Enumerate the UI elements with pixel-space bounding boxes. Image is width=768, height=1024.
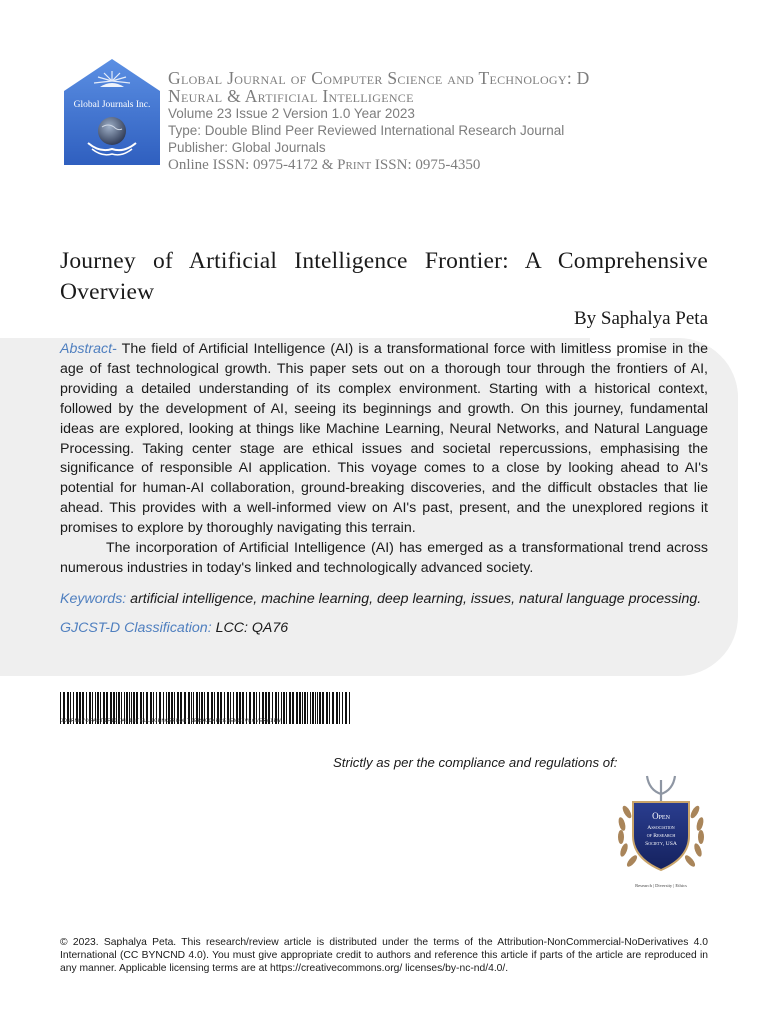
barcode-bar (349, 692, 350, 724)
barcode-bar (292, 692, 294, 724)
svg-text:Global Journals Inc.: Global Journals Inc. (73, 100, 151, 110)
classification-label: GJCST-D Classification: (60, 619, 212, 636)
barcode-bar (345, 692, 347, 724)
barcode-bar (304, 692, 306, 724)
barcode-bar (315, 692, 316, 724)
trident-icon (647, 776, 675, 802)
barcode-bar (319, 692, 321, 724)
article-title: Journey of Artificial Intelligence Frontier: A Comprehensive Overview (60, 248, 708, 305)
abstract-section (60, 340, 708, 639)
barcode-bar (310, 692, 311, 724)
journal-type: Type: Double Blind Peer Reviewed International Research Journal (168, 123, 565, 138)
barcode-bar (307, 692, 308, 724)
journal-info (168, 69, 728, 174)
barcode-bar (326, 692, 328, 724)
svg-text:Society, USA: Society, USA (645, 841, 677, 847)
barcode-bar (302, 692, 303, 724)
keywords-label: Keywords: (60, 590, 127, 607)
keywords (60, 590, 708, 610)
journal-volume: Volume 23 Issue 2 Version 1.0 Year 2023 (168, 106, 415, 121)
abstract-paragraph-2: The incorporation of Artificial Intelligence (AI) has emerged as a transformational trend across numerous industries in today's linked and technologically advanced society. (60, 540, 708, 576)
barcode-bar (281, 692, 282, 724)
barcode-text: JOURNEYOFARTIFICIALINTELLIGENCEFRONTIERACOMPREHENSIVEOVERVIEW (60, 717, 281, 724)
svg-text:of Research: of Research (646, 833, 676, 839)
abstract-text: The field of Artificial Intelligence (AI) is a transformational force with limitless promise in the age of fast technological growth. This paper sets out on a thorough tour through the frontiers of AI, providing a detailed understanding of its complex environment. Starting with a historical context, followed by the development of AI, seeing its beginnings and growth. On this journey, fundamental ideas are explored, looking at things like Machine Learning, Neural Networks, and Natural Language Processing. Taking center stage are ethical issues and societal repercussions, emphasising the significance of responsible AI application. This voyage comes to a close by looking ahead to AI's potential for human-AI collaboration, ground-breaking discoveries, and the difficult obstacles that lie ahead. This provides with a well-informed view on AI's past, present, and the unexplored regions it promises to explore by thoroughly navigating this terrain. (60, 341, 708, 537)
barcode-bar (332, 692, 334, 724)
classification-value: LCC: QA76 (211, 619, 289, 636)
svg-text:Association: Association (647, 825, 675, 831)
license-footer: © 2023. Saphalya Peta. This research/review article is distributed under the terms of the Attribution-NonCommercial-NoDerivatives 4.0 International (CC BYNCND 4.0). You must give appropriate credit to authors and reference this article if parts of the article are reproduced in any manner. Applicable licensing terms are at https://creativecommons.org/ licenses/by-nc-nd/4.0/. (60, 937, 708, 975)
classification (60, 619, 708, 639)
svg-text:Open: Open (652, 811, 670, 821)
barcode-bar (329, 692, 330, 724)
abstract-label: Abstract- (60, 341, 117, 357)
journal-header (60, 55, 710, 185)
barcode-bar (322, 692, 324, 724)
barcode-bar (289, 692, 291, 724)
barcode-bar (342, 692, 343, 724)
barcode-bar (286, 692, 287, 724)
barcode-bar (336, 692, 338, 724)
barcode-bar (299, 692, 301, 724)
oars-logo (609, 772, 713, 892)
barcode-bar (296, 692, 298, 724)
barcode-bar (339, 692, 340, 724)
barcode-bar (317, 692, 318, 724)
barcode-bar (283, 692, 285, 724)
journal-subtitle: Neural & Artificial Intelligence (168, 86, 414, 106)
article-author: By Saphalya Peta (573, 308, 708, 329)
journal-issn: Online ISSN: 0975-4172 & Print ISSN: 0975-4350 (168, 157, 481, 173)
keywords-text: artificial intelligence, machine learning, deep learning, issues, natural language processing. (126, 590, 702, 607)
journal-publisher: Publisher: Global Journals (168, 140, 326, 155)
abstract-paragraph (60, 340, 708, 539)
compliance-note: Strictly as per the compliance and regulations of: (333, 755, 618, 770)
svg-text:Research | Diversity | Ethics: Research | Diversity | Ethics (635, 883, 687, 888)
global-journals-logo (62, 57, 162, 169)
journal-title: Global Journal of Computer Science and Technology: D (168, 68, 590, 88)
barcode-bar (312, 692, 314, 724)
